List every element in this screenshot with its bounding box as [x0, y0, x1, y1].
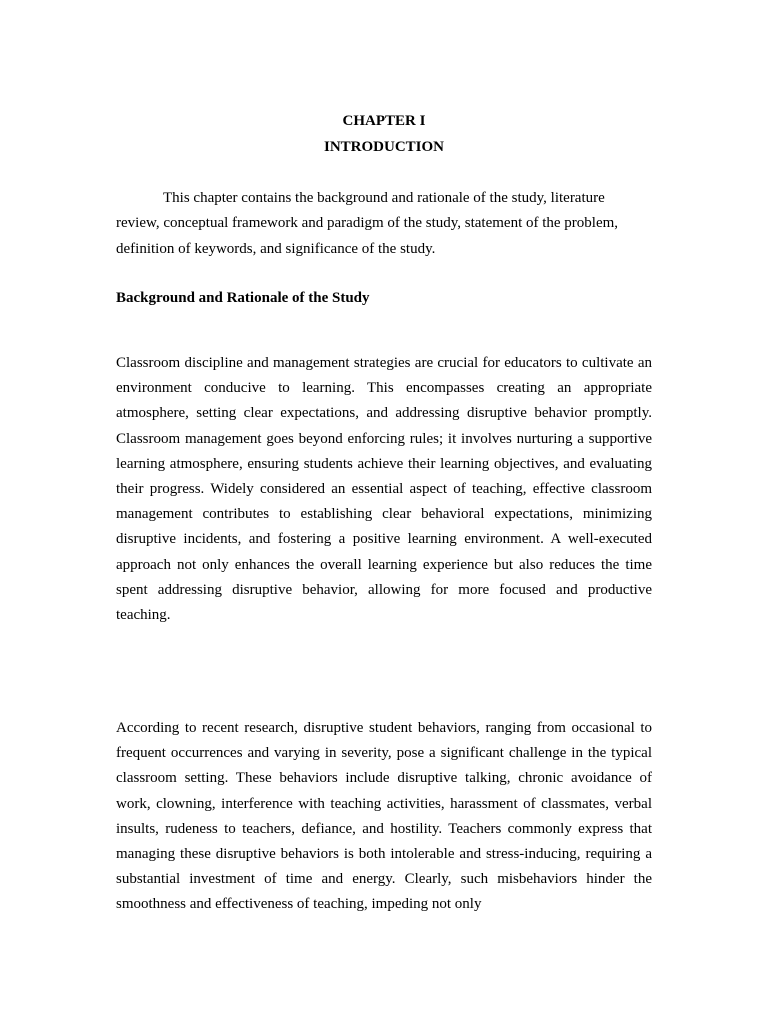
intro-paragraph: This chapter contains the background and rationale of the study, literature review, conceptual framework and paradigm of the study, statement of the problem, definition of keywords, and significance of the study.	[116, 190, 619, 257]
body-paragraph-2: According to recent research, disruptive student behaviors, ranging from occasional to frequent occurrences and varying in severity, pose a significant challenge in the typical classroom setting. These behaviors include disruptive talking, chronic avoidance of work, clowning, interference with teaching activities, harassment of classmates, verbal insults, rudeness to teachers, defiance, and hostility. Teachers commonly express that managing these disruptive behaviors is both intolerable and stress-inducing, requiring a substantial investment of time and energy. Clearly, such misbehaviors hinder the smoothness and effectiveness of teaching, impeding not only	[116, 720, 652, 913]
body-paragraph-1: Classroom discipline and management strategies are crucial for educators to cultivate an environment conducive to learning. This encompasses creating an appropriate atmosphere, setting clear expectations, and addressing disruptive behavior promptly. Classroom management goes beyond enforcing rules; it involves nurturing a supportive learning atmosphere, ensuring students achieve their learning objectives, and evaluating their progress. Widely considered an essential aspect of teaching, effective classroom management contributes to establishing clear behavioral expectations, minimizing disruptive incidents, and fostering a positive learning environment. A well-executed approach not only enhances the overall learning experience but also reduces the time spent addressing disruptive behavior, allowing for more focused and productive teaching.	[116, 355, 652, 624]
section-heading: Background and Rationale of the Study	[116, 290, 370, 306]
chapter-title: INTRODUCTION	[323, 139, 444, 155]
chapter-label: CHAPTER I	[342, 113, 426, 129]
